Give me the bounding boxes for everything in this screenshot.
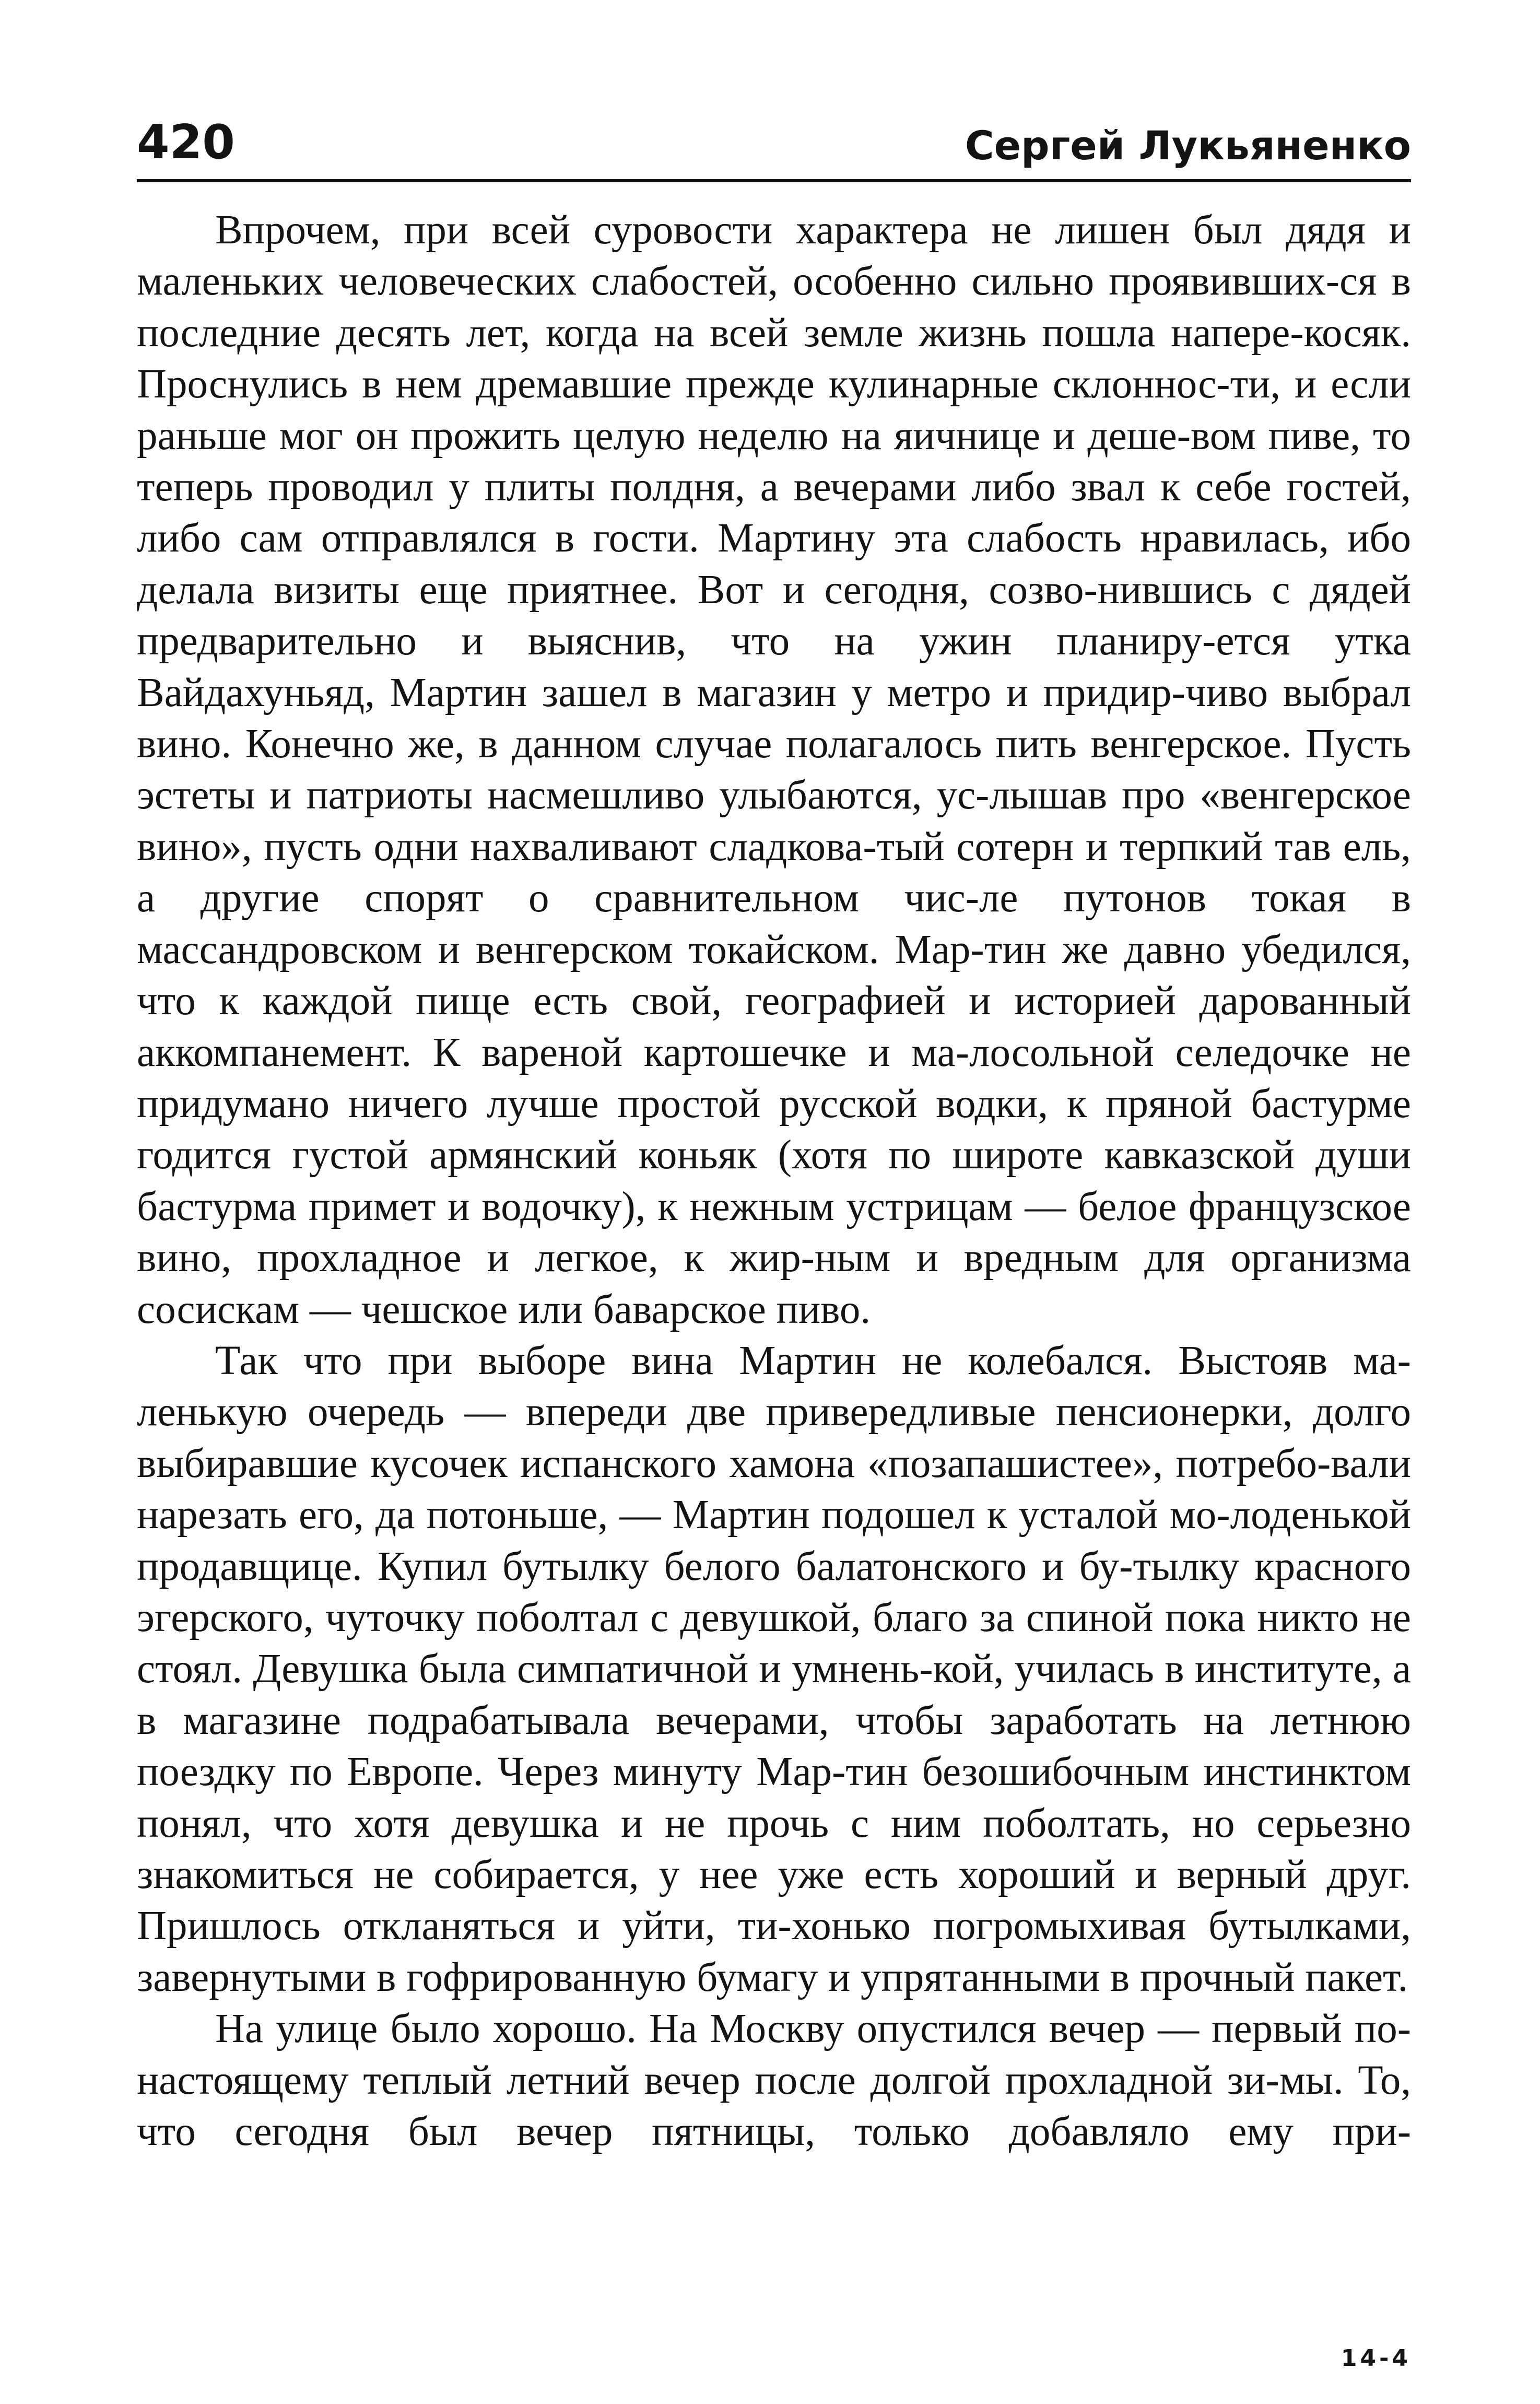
page-number: 420 xyxy=(137,115,235,170)
paragraph: Впрочем, при всей суровости характера не лишен был дядя и маленьких человеческих слабостей, особенно сильно проявивших-ся в последние десять лет, когда на всей земле жизнь пошла напере-косяк. Проснулись в нем дремавшие прежде кулинарные склоннос-ти, и если раньше мог он прожить целую неделю на яичнице и деше-вом пиве, то теперь проводил у плиты полдня, а вечерами либо звал к себе гостей, либо сам отправлялся в гости. Мартину эта слабость нравилась, ибо делала визиты еще приятнее. Вот и сегодня, созво-нившись с дядей предварительно и выяснив, что на ужин планиру-ется утка Вайдахуньяд, Мартин зашел в магазин у метро и придир-чиво выбрал вино. Конечно же, в данном случае полагалось пить венгерское. Пусть эстеты и патриоты насмешливо улыбаются, ус-лышав про «венгерское вино», пусть одни нахваливают сладкова-тый сотерн и терпкий тав ель, а другие спорят о сравнительном чис-ле путонов токая в массандровском и венгерском токайском. Мар-тин же давно убедился, что к каждой пище есть свой, географией и историей дарованный аккомпанемент. К вареной картошечке и ма-лосольной селедочке не придумано ничего лучше простой русской водки, к пряной бастурме годится густой армянский коньяк (хотя по широте кавказской души бастурма примет и водочку), к нежным устрицам — белое французское вино, прохладное и легкое, к жир-ным и вредным для организма сосискам — чешское или баварское пиво. xyxy=(137,207,1411,1332)
paragraph: Так что при выборе вина Мартин не колебался. Выстояв ма-ленькую очередь — впереди две привередливые пенсионерки, долго выбиравшие кусочек испанского хамона «позапашистее», потребо-вали нарезать его, да потоньше, — Мартин подошел к усталой мо-лоденькой продавщице. Купил бутылку белого балатонского и бу-тылку красного эгерского, чуточку поболтал с девушкой, благо за спиной пока никто не стоял. Девушка была симпатичной и умнень-кой, училась в институте, а в магазине подрабатывала вечерами, чтобы заработать на летнюю поездку по Европе. Через минуту Мар-тин безошибочным инстинктом понял, что хотя девушка и не прочь с ним поболтать, но серьезно знакомиться не собирается, у нее уже есть хороший и верный друг. Пришлось откланяться и уйти, ти-хонько погромыхивая бутылками, завернутыми в гофрированную бумагу и упрятанными в прочный пакет. xyxy=(137,1338,1411,2000)
body-text xyxy=(137,205,1411,2157)
running-head xyxy=(137,102,1411,175)
paragraph: На улице было хорошо. На Москву опустился вечер — первый по-настоящему теплый летний вечер после долгой прохладной зи-мы. То, что сегодня был вечер пятницы, только добавляло ему при- xyxy=(137,2006,1411,2155)
header-rule xyxy=(137,179,1411,182)
author-name: Сергей Лукьяненко xyxy=(965,122,1411,169)
printer-signature-mark: 14-4 xyxy=(1341,2345,1411,2372)
